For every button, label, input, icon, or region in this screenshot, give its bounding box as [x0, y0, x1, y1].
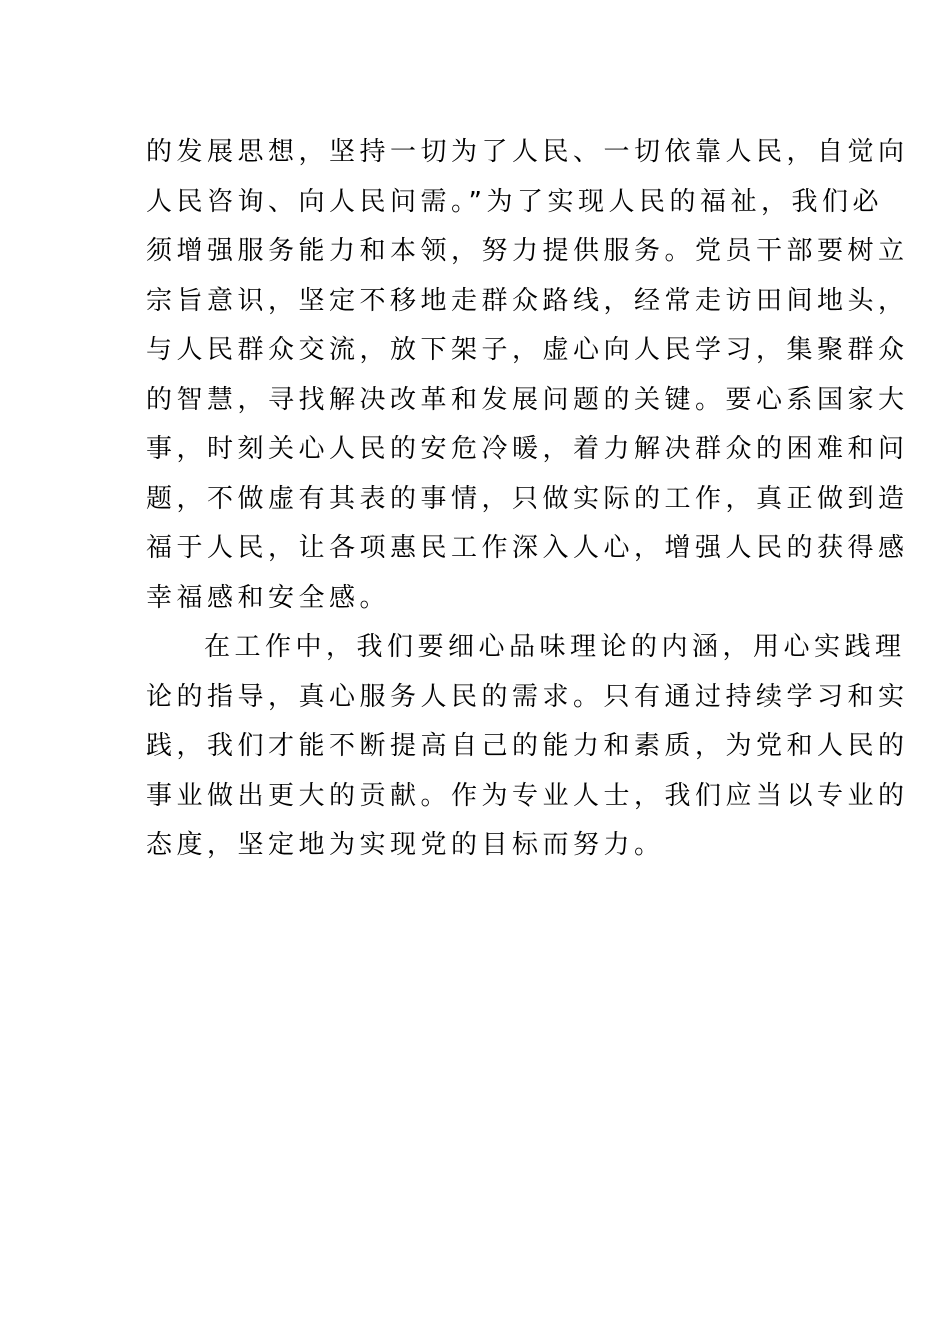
text-line: 的智慧，寻找解决改革和发展问题的关键。要心系国家大 [146, 384, 909, 415]
text-line: 态度，坚定地为实现党的目标而努力。 [146, 830, 665, 860]
text-line: 在工作中，我们要细心品味理论的内涵，用心实践理 [204, 632, 906, 662]
text-line: 幸福感和安全感。 [146, 582, 391, 613]
text-line: 的发展思想，坚持一切为了人民、一切依靠人民，自觉向 [146, 137, 909, 167]
text-line: 福于人民，让各项惠民工作深入人心，增强人民的获得感 [146, 533, 909, 563]
text-line: 论的指导，真心服务人民的需求。只有通过持续学习和实 [146, 681, 909, 712]
text-line: 须增强服务能力和本领，努力提供服务。党员干部要树立 [146, 236, 909, 266]
text-line: 事，时刻关心人民的安危冷暖，着力解决群众的困难和问 [146, 434, 909, 464]
text-line: 与人民群众交流，放下架子，虚心向人民学习，集聚群众 [146, 335, 909, 365]
text-line: 事业做出更大的贡献。作为专业人士，我们应当以专业的 [146, 780, 909, 811]
text-line: 宗旨意识，坚定不移地走群众路线，经常走访田间地头， [146, 285, 909, 316]
text-line: 人民咨询、向人民问需。”为了实现人民的福祉，我们必 [146, 186, 883, 217]
paragraph-2 [146, 623, 909, 871]
text-line: 题，不做虚有其表的事情，只做实际的工作，真正做到造 [146, 483, 909, 514]
text-line: 践，我们才能不断提高自己的能力和素质，为党和人民的 [146, 731, 909, 761]
body-text [146, 128, 909, 871]
paragraph-1 [146, 128, 909, 623]
